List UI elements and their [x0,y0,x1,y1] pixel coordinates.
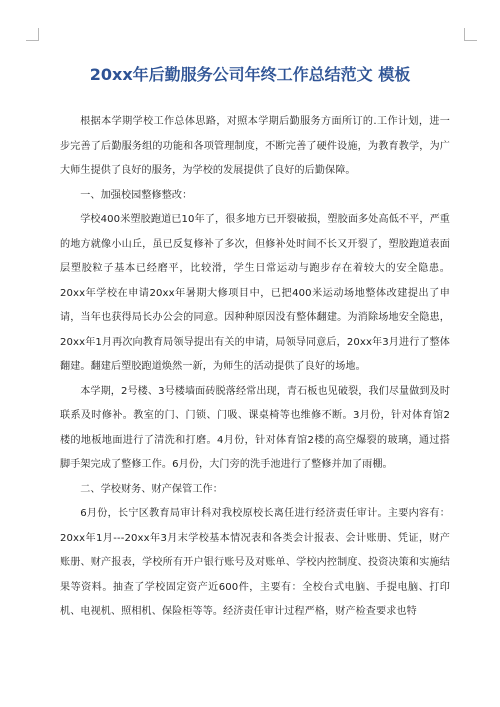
section-heading-1: 一、加强校园整修整改： [80,189,193,201]
building-repair-paragraph: 本学期，2号楼、3号楼墙面砖脱落经常出现，青石板也见破裂，我们尽量做到及时联系及时修补。教室的门、门锁、门吸、课桌椅等也维修不断。3月份，针对体育馆2楼的地板地面进行了清洗和打磨。4月份，针对体育馆2楼的高空爆裂的玻璃，通过搭脚手架完成了整修工作。6月份，大门旁的洗手池进行了整修并加了雨棚。 [60,385,451,470]
document-body [60,110,450,625]
crop-mark-top-right [464,28,477,41]
document-title: 20xx年后勤服务公司年终工作总结范文 模板 [89,65,411,84]
intro-paragraph: 根据本学期学校工作总体思路，对照本学期后勤服务方面所订的.工作计划，进一步完善了后勤服务组的功能和各项管理制度，不断完善了硬件设施，为教育教学，为广大师生提供了良好的服务，为学校的发展提供了良好的后勤保障。 [60,116,450,176]
audit-paragraph: 6月份，长宁区教育局审计科对我校原校长离任进行经济责任审计。主要内容有：20xx年1月---20xx年3月末学校基本情况表和各类会计报表、会计账册、凭证，财产账册、财产报表，学校所有开户银行账号及对账单、学校内控制度、投资决策和实施结果等资料。抽查了学校固定资产近600件，主要有：全校台式电脑、手提电脑、打印机、电视机、照相机、保险柜等等。经济责任审计过程严格，财产检查要求也特 [60,508,450,617]
section-heading-2: 二、学校财务、财产保管工作： [80,483,223,495]
track-renovation-paragraph: 学校400米塑胶跑道已10年了，很多地方已开裂破损，塑胶面多处高低不平，严重的地方就像小山丘，虽已反复修补了多次，但修补处时间不长又开裂了，塑胶跑道表面层塑胶粒子基本已经磨平，比较滑，学生日常运动与跑步存在着较大的安全隐患。20xx年学校在申请20xx年暑期大修项目中，已把400米运动场地整体改建提出了申请，当年也获得局长办公会的同意。因种种原因没有整体翻建。为消除场地安全隐患，20xx年1月再次向教育局领导提出有关的申请，局领导同意后，20xx年3月进行了整体翻建。翻建后塑胶跑道焕然一新，为师生的活动提供了良好的场地。 [60,214,450,372]
crop-mark-top-left [26,28,39,41]
